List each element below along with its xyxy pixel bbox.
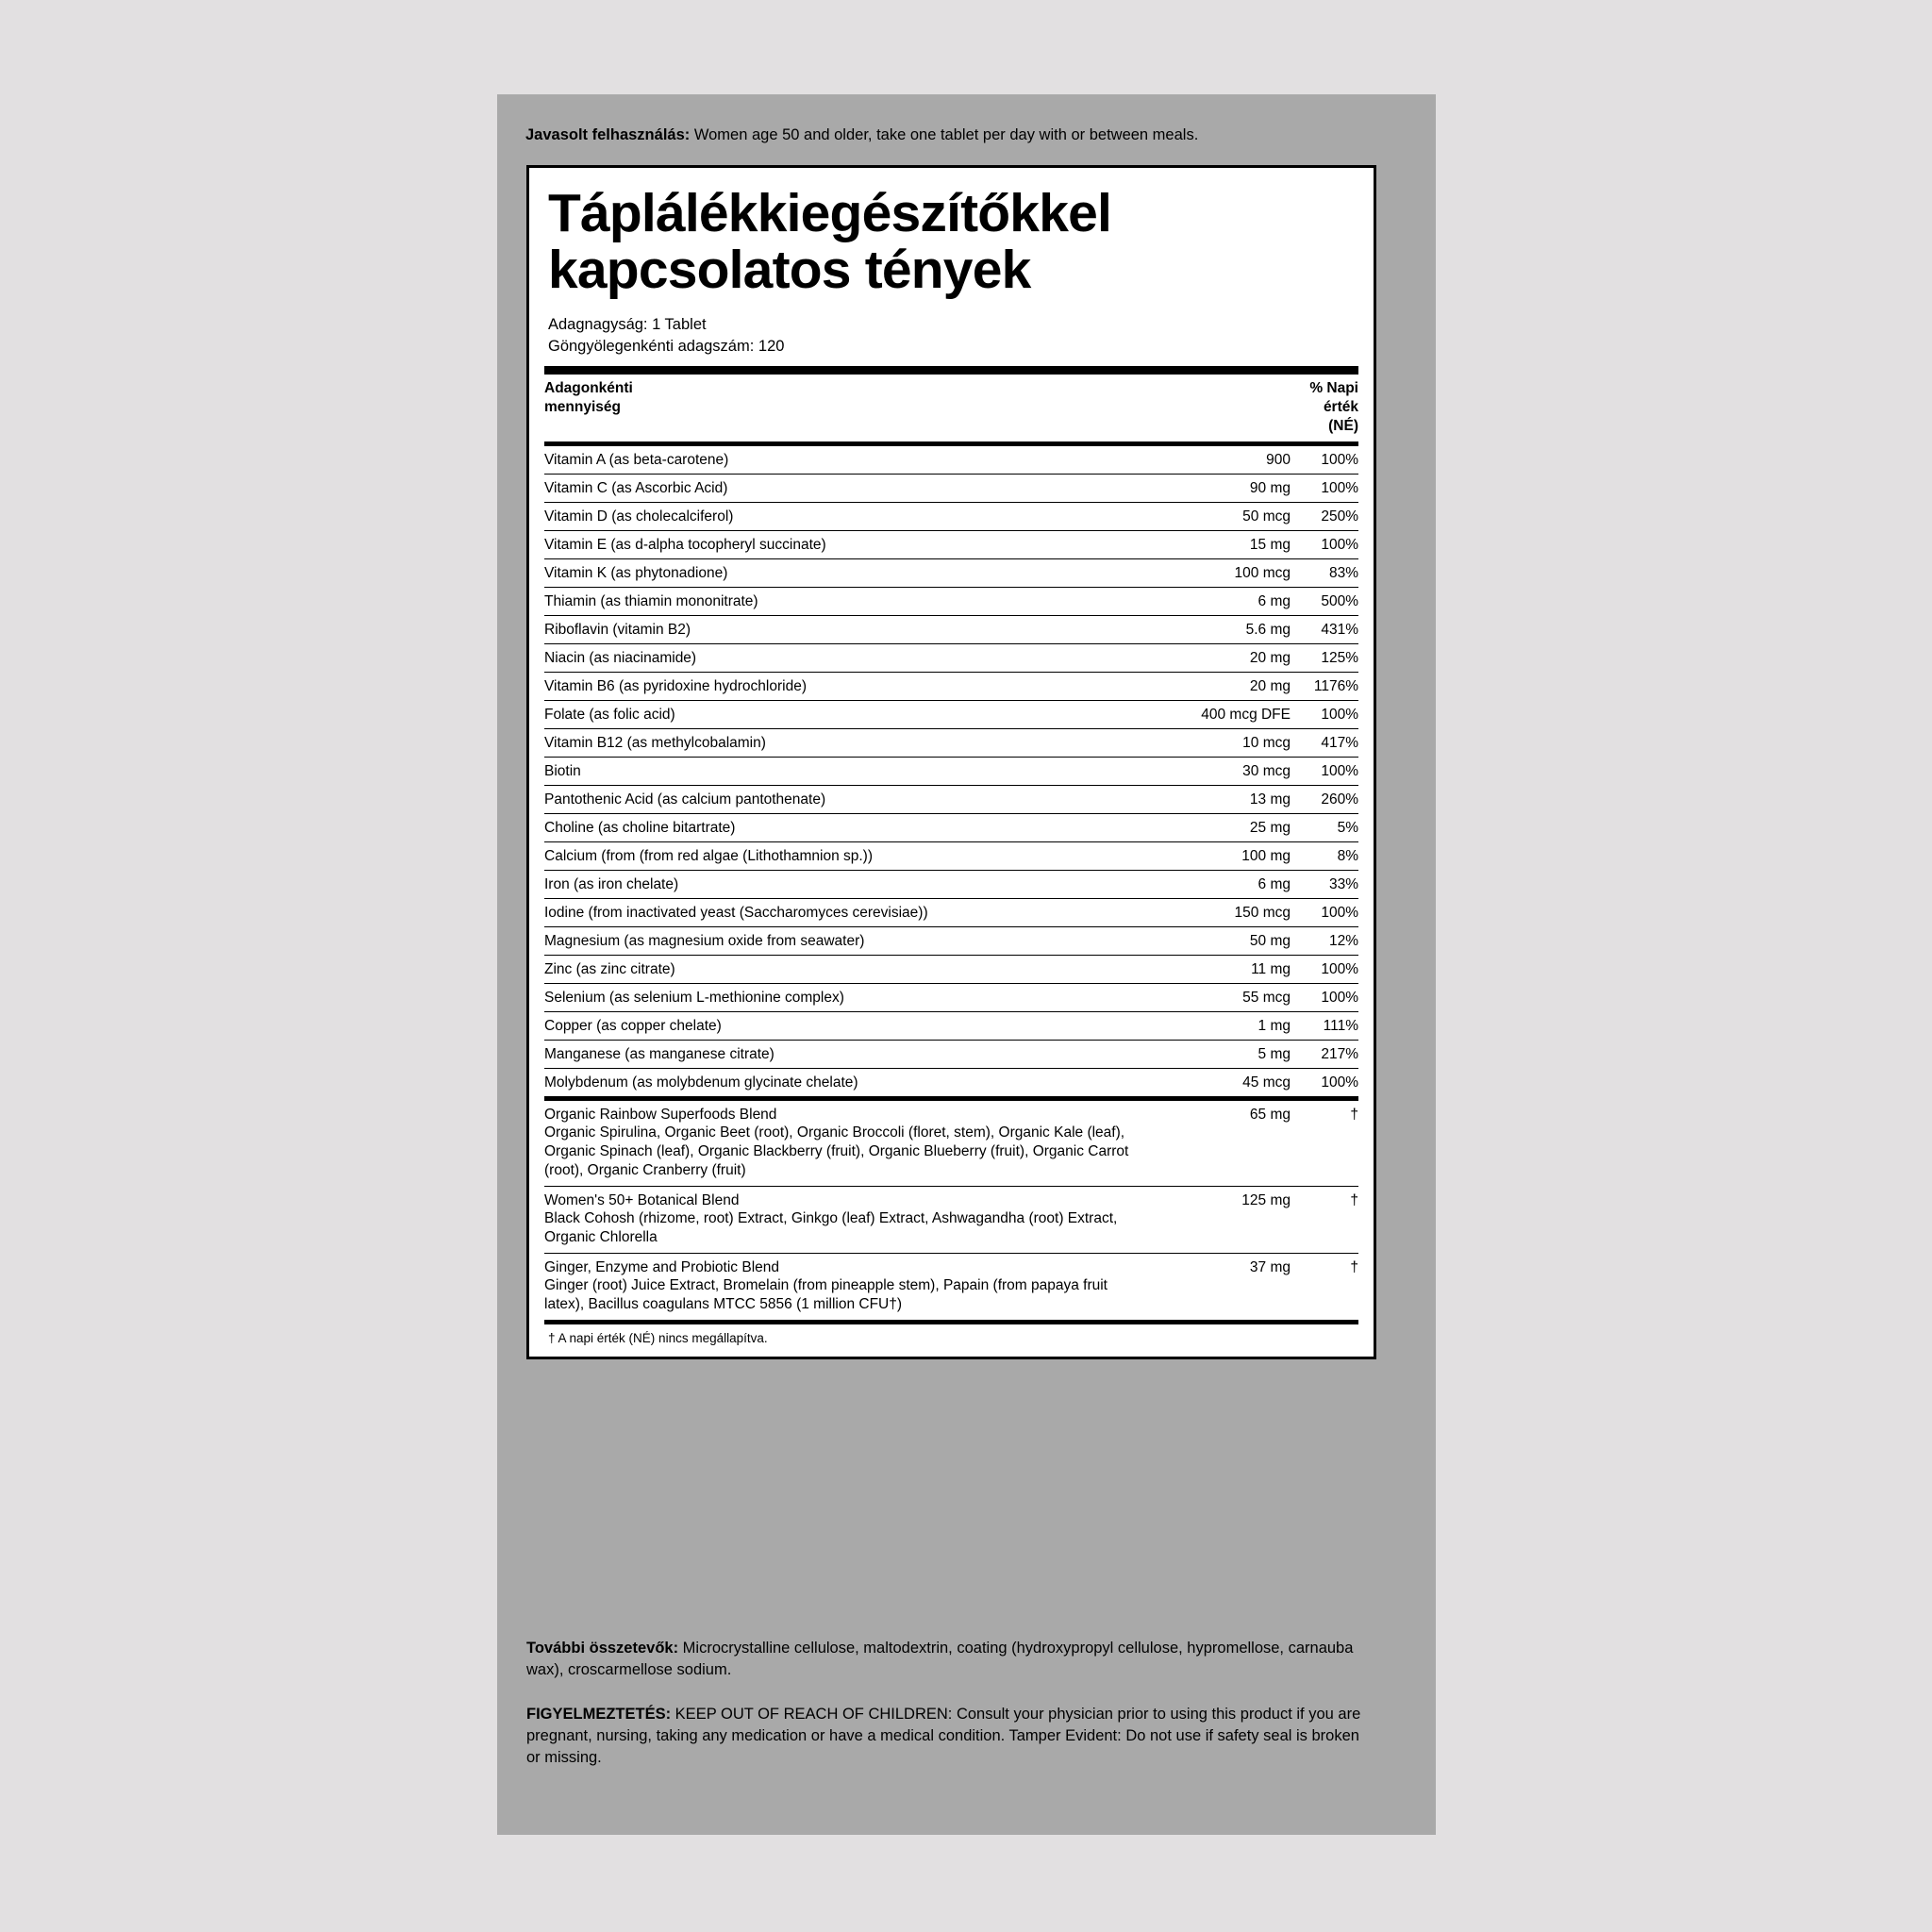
supplement-facts-panel [526,165,1376,1359]
nutrient-daily-value: 100% [1291,531,1358,559]
nutrient-daily-value: 100% [1291,475,1358,503]
nutrient-daily-value: 33% [1291,871,1358,899]
nutrient-name: Vitamin E (as d-alpha tocopheryl succinate) [544,531,1149,559]
blend-amount: 37 mg [1249,1258,1291,1275]
servings-per-container: Göngyölegenkénti adagszám: 120 [548,338,785,356]
nutrient-name: Pantothenic Acid (as calcium pantothenate) [544,786,1149,814]
header-dv-line1: % Napi [1309,380,1358,397]
table-row [544,786,1358,814]
table-row [544,1101,1358,1187]
nutrient-daily-value: 100% [1291,899,1358,927]
nutrient-daily-value: 250% [1291,503,1358,531]
nutrient-name: Vitamin C (as Ascorbic Acid) [544,475,1149,503]
blend-name: Women's 50+ Botanical Blend [544,1191,740,1208]
blend-table [544,1101,1358,1320]
nutrient-amount: 100 mcg [1149,559,1291,588]
suggested-use-label: Javasolt felhasználás: [525,126,691,143]
warning-label: FIGYELMEZTETÉS: [526,1706,672,1723]
table-row [544,644,1358,673]
nutrient-name: Choline (as choline bitartrate) [544,814,1149,842]
nutrient-name: Selenium (as selenium L-methionine complex) [544,984,1149,1012]
header-dv-cell [1291,375,1358,441]
nutrient-name: Riboflavin (vitamin B2) [544,616,1149,644]
nutrient-amount: 50 mcg [1149,503,1291,531]
nutrient-daily-value: 217% [1291,1041,1358,1069]
nutrient-name: Copper (as copper chelate) [544,1012,1149,1041]
nutrient-name: Vitamin A (as beta-carotene) [544,446,1149,475]
nutrient-daily-value: 12% [1291,927,1358,956]
nutrient-daily-value: 1176% [1291,673,1358,701]
table-row [544,871,1358,899]
blend-name: Ginger, Enzyme and Probiotic Blend [544,1258,779,1275]
table-row [544,1187,1358,1254]
nutrient-amount: 13 mg [1149,786,1291,814]
header-dv-line3: (NÉ) [1328,418,1358,435]
nutrient-name: Iron (as iron chelate) [544,871,1149,899]
nutrient-amount: 5.6 mg [1149,616,1291,644]
table-row [544,673,1358,701]
other-ingredients-body: Microcrystalline cellulose, maltodextrin, coating (hydroxypropyl cellulose, hypromellose, carnauba wax), croscarmellose sodium. [526,1640,1354,1678]
nutrient-amount: 10 mcg [1149,729,1291,758]
nutrient-daily-value: 100% [1291,956,1358,984]
table-row [544,984,1358,1012]
nutrient-amount: 400 mcg DFE [1149,701,1291,729]
panel-title-line2: kapcsolatos tények [548,240,1031,301]
table-row [544,616,1358,644]
nutrient-name: Biotin [544,758,1149,786]
nutrient-amount: 20 mg [1149,673,1291,701]
daily-value-footnote: † A napi érték (NÉ) nincs megállapítva. [548,1331,768,1346]
table-row [544,1254,1358,1320]
nutrient-daily-value: 100% [1291,758,1358,786]
warning-body: KEEP OUT OF REACH OF CHILDREN: Consult your physician prior to using this product if you are pregnant, nursing, taking any medication or have a medical condition. Tamper Evident: Do not use if safety seal is broken or missing. [526,1706,1361,1766]
table-row [544,446,1358,475]
table-row [544,814,1358,842]
nutrient-daily-value: 111% [1291,1012,1358,1041]
nutrient-amount: 20 mg [1149,644,1291,673]
panel-title-line1: Táplálékkiegészítőkkel [548,183,1112,243]
nutrient-name: Manganese (as manganese citrate) [544,1041,1149,1069]
nutrient-daily-value: 83% [1291,559,1358,588]
nutrient-daily-value: 100% [1321,1074,1358,1091]
facts-header-table [544,375,1358,441]
table-row [544,701,1358,729]
table-row [544,503,1358,531]
table-row [544,842,1358,871]
nutrient-daily-value: 100% [1291,984,1358,1012]
table-row [544,559,1358,588]
other-ingredients-label: További összetevők: [526,1640,679,1657]
nutrient-amount: 30 mcg [1149,758,1291,786]
panel-title [548,185,1358,299]
nutrient-amount: 100 mg [1149,842,1291,871]
nutrient-name: Iodine (from inactivated yeast (Saccharomyces cerevisiae)) [544,899,1149,927]
nutrient-daily-value: 8% [1291,842,1358,871]
blend-name: Organic Rainbow Superfoods Blend [544,1106,777,1123]
supplement-label-card [497,94,1436,1835]
nutrient-daily-value: 100% [1291,446,1358,475]
blend-description: Ginger (root) Juice Extract, Bromelain (from pineapple stem), Papain (from papaya fruit latex), Bacillus coagulans MTCC 5856 (1 million CFU†) [544,1276,1108,1313]
blend-cell [544,1101,1149,1187]
nutrient-amount: 6 mg [1149,588,1291,616]
header-dv-line2: érték [1323,399,1358,416]
table-row [544,899,1358,927]
table-row [544,475,1358,503]
suggested-use-body: Women age 50 and older, take one tablet per day with or between meals. [690,126,1199,143]
blend-amount: 125 mg [1149,1187,1291,1254]
table-row [544,1041,1358,1069]
blend-amount: 65 mg [1149,1101,1291,1187]
serving-info [548,314,1358,358]
header-amount-cell [544,375,1291,441]
blend-description: Black Cohosh (rhizome, root) Extract, Ginkgo (leaf) Extract, Ashwagandha (root) Extract, Organic Chlorella [544,1209,1118,1246]
header-amount-line2: mennyiség [544,399,621,416]
nutrient-name: Vitamin B12 (as methylcobalamin) [544,729,1149,758]
blend-daily-value: † [1291,1101,1358,1187]
nutrient-name: Folate (as folic acid) [544,701,1149,729]
nutrient-name: Thiamin (as thiamin mononitrate) [544,588,1149,616]
nutrient-daily-value: 500% [1291,588,1358,616]
facts-header-row [544,375,1358,441]
warning-text [526,1704,1375,1768]
nutrient-amount: 55 mcg [1149,984,1291,1012]
nutrient-amount: 45 mcg [1242,1074,1291,1091]
nutrient-name: Vitamin K (as phytonadione) [544,559,1149,588]
nutrient-daily-value: 417% [1291,729,1358,758]
blend-cell [544,1187,1149,1254]
nutrient-amount: 11 mg [1149,956,1291,984]
table-row [544,956,1358,984]
nutrient-daily-value: 125% [1291,644,1358,673]
nutrient-daily-value: 5% [1291,814,1358,842]
nutrient-amount: 15 mg [1149,531,1291,559]
nutrient-amount: 5 mg [1149,1041,1291,1069]
nutrient-table [544,446,1358,1096]
nutrient-amount: 25 mg [1149,814,1291,842]
blend-daily-value: † [1350,1258,1358,1275]
nutrient-daily-value: 431% [1291,616,1358,644]
nutrient-name: Vitamin B6 (as pyridoxine hydrochloride) [544,673,1149,701]
table-row [544,927,1358,956]
nutrient-daily-value: 260% [1291,786,1358,814]
table-row [544,1069,1358,1097]
nutrient-amount: 90 mg [1149,475,1291,503]
nutrient-amount: 1 mg [1149,1012,1291,1041]
header-amount-line1: Adagonkénti [544,380,633,397]
nutrient-amount: 6 mg [1149,871,1291,899]
blend-daily-value: † [1291,1187,1358,1254]
nutrient-name: Niacin (as niacinamide) [544,644,1149,673]
nutrient-amount: 900 [1149,446,1291,475]
blend-cell [544,1254,1149,1320]
nutrient-name: Magnesium (as magnesium oxide from seawater) [544,927,1149,956]
nutrient-name: Molybdenum (as molybdenum glycinate chelate) [544,1074,858,1091]
table-row [544,758,1358,786]
suggested-use-text [525,125,1403,145]
nutrient-name: Calcium (from (from red algae (Lithothamnion sp.)) [544,842,1149,871]
serving-size: Adagnagyság: 1 Tablet [548,315,707,333]
table-row [544,1012,1358,1041]
table-row [544,588,1358,616]
table-row [544,729,1358,758]
nutrient-amount: 50 mg [1149,927,1291,956]
nutrient-daily-value: 100% [1291,701,1358,729]
nutrient-name: Zinc (as zinc citrate) [544,956,1149,984]
other-ingredients-text [526,1638,1375,1681]
table-row [544,531,1358,559]
divider-thick-top [544,366,1358,375]
nutrient-name: Vitamin D (as cholecalciferol) [544,503,1149,531]
nutrient-amount: 150 mcg [1149,899,1291,927]
blend-description: Organic Spirulina, Organic Beet (root), Organic Broccoli (floret, stem), Organic Kale (leaf), Organic Spinach (leaf), Organic Blackberry (fruit), Organic Blueberry (fruit), Organic Carrot (root), Organic Cranberry (fruit) [544,1124,1129,1179]
